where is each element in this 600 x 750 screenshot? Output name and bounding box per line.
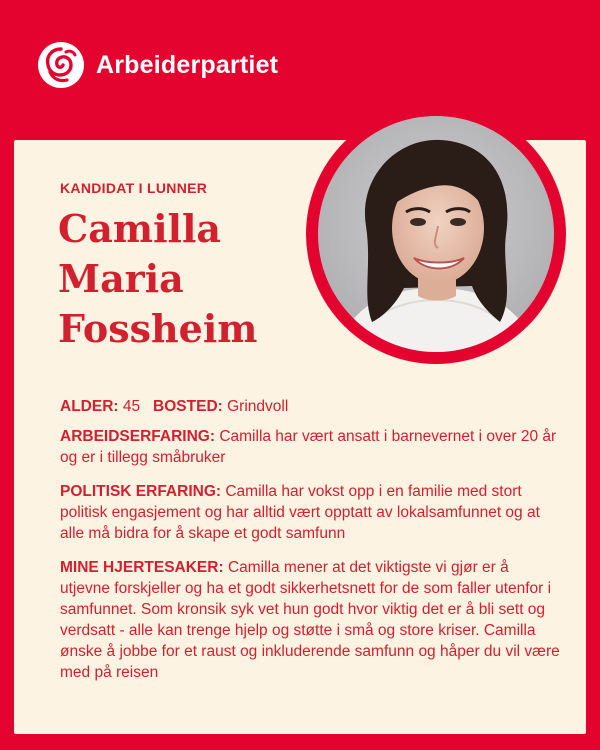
candidate-kicker: KANDIDAT I LUNNER xyxy=(60,180,208,196)
photo-frame xyxy=(306,104,566,364)
header xyxy=(36,36,278,94)
rose-logo-icon xyxy=(36,40,86,90)
age-place-row xyxy=(60,396,560,417)
place-value: Grindvoll xyxy=(227,398,289,415)
candidate-name xyxy=(58,204,318,354)
work-experience xyxy=(60,426,560,468)
work-text: Camilla har vært ansatt i barnevernet i over 20 år og er i tillegg småbruker xyxy=(60,428,557,466)
place-label: BOSTED: xyxy=(153,398,223,415)
politics-label: POLITISK ERFARING: xyxy=(60,483,222,500)
political-experience xyxy=(60,481,560,544)
candidate-portrait xyxy=(318,116,554,352)
brand-name: Arbeiderpartiet xyxy=(96,50,279,79)
heart-causes xyxy=(60,557,560,683)
name-line: Maria xyxy=(58,256,184,301)
age-label: ALDER: xyxy=(60,398,119,415)
name-line: Camilla xyxy=(58,206,222,251)
heart-label: MINE HJERTESAKER: xyxy=(60,559,224,576)
work-label: ARBEIDSERFARING: xyxy=(60,428,216,445)
candidate-facts xyxy=(60,396,560,683)
age-value: 45 xyxy=(122,398,141,415)
heart-text: Camilla mener at det viktigste vi gjør er å utjevne forskjeller og ha et godt sikkerhetsnett for de som faller utenfor i samfunnet. Som kronsik syk vet hun godt hvor viktig det er å bli sett og verdsatt - alle kan trenge hjelp og støtte i små og store kriser. Camilla ønske å jobbe for et raust og inkluderende samfunn og håper du vil være med på reisen xyxy=(60,559,560,681)
name-line: Fossheim xyxy=(58,306,258,351)
politics-text: Camilla har vokst opp i en familie med stort politisk engasjement og har alltid vært opptatt av lokalsamfunnet og at alle må bidra for å skape et godt samfunn xyxy=(60,483,540,542)
